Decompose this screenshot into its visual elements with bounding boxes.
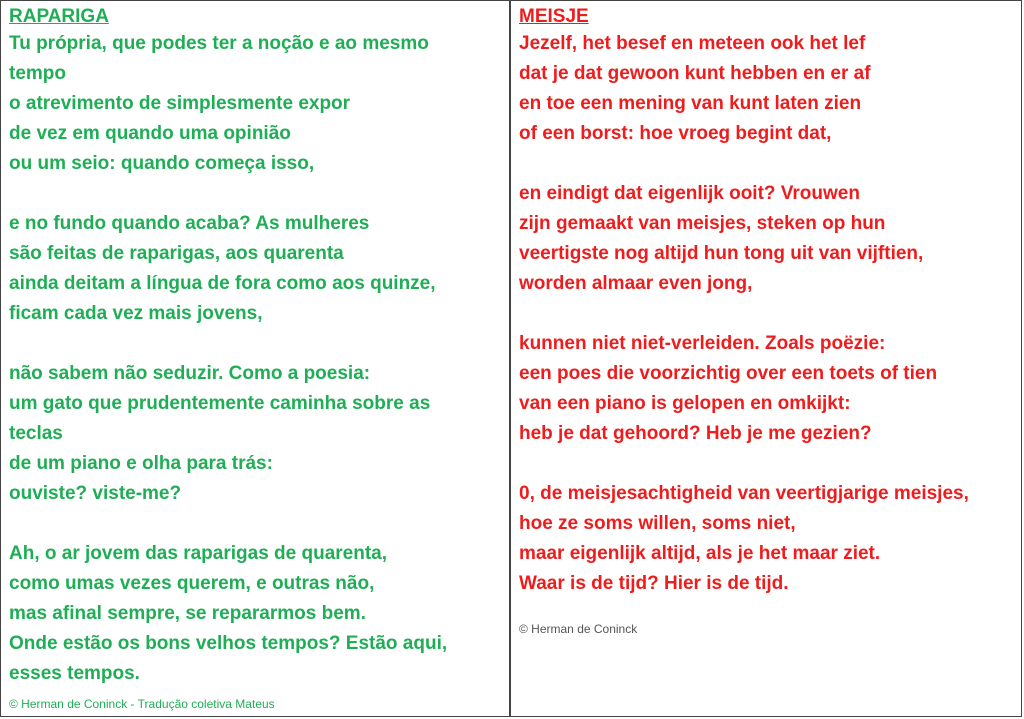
poem-line: ouviste? viste-me? bbox=[9, 483, 182, 504]
stanza bbox=[519, 29, 1013, 149]
poem-line: de vez em quando uma opinião bbox=[9, 123, 291, 144]
poem-line: zijn gemaakt van meisjes, steken op hun bbox=[519, 213, 886, 234]
poem-line: esses tempos. bbox=[9, 663, 140, 684]
poem-line: são feitas de raparigas, aos quarenta bbox=[9, 243, 344, 264]
dutch-title: MEISJE bbox=[519, 6, 589, 27]
portuguese-column bbox=[1, 1, 511, 716]
poem-line: van een piano is gelopen en omkijkt: bbox=[519, 393, 851, 414]
poem-line: kunnen niet niet-verleiden. Zoals poëzie: bbox=[519, 333, 886, 354]
portuguese-title: RAPARIGA bbox=[9, 6, 109, 27]
portuguese-credit: © Herman de Coninck - Tradução coletiva Mateus bbox=[9, 697, 275, 711]
dutch-column bbox=[511, 1, 1021, 716]
poem-line: veertigste nog altijd hun tong uit van vijftien, bbox=[519, 243, 924, 264]
poem-line: maar eigenlijk altijd, als je het maar ziet. bbox=[519, 543, 881, 564]
stanza bbox=[519, 329, 1013, 449]
poem-line: en eindigt dat eigenlijk ooit? Vrouwen bbox=[519, 183, 860, 204]
poem-line: een poes die voorzichtig over een toets of tien bbox=[519, 363, 938, 384]
poem-line: worden almaar even jong, bbox=[519, 273, 753, 294]
poem-line: de um piano e olha para trás: bbox=[9, 453, 273, 474]
stanza bbox=[519, 479, 1013, 599]
poem-line: Tu própria, que podes ter a noção e ao mesmo bbox=[9, 33, 429, 54]
poem-line: teclas bbox=[9, 423, 63, 444]
stanza bbox=[519, 179, 1013, 299]
poem-line: Jezelf, het besef en meteen ook het lef bbox=[519, 33, 866, 54]
poem-line: mas afinal sempre, se repararmos bem. bbox=[9, 603, 366, 624]
poem-line: dat je dat gewoon kunt hebben en er af bbox=[519, 63, 871, 84]
poem-line: ou um seio: quando começa isso, bbox=[9, 153, 315, 174]
poem-line: ainda deitam a língua de fora como aos quinze, bbox=[9, 273, 436, 294]
stanza bbox=[9, 29, 501, 179]
poem-line: hoe ze soms willen, soms niet, bbox=[519, 513, 796, 534]
stanza bbox=[9, 209, 501, 329]
poem-line: Waar is de tijd? Hier is de tijd. bbox=[519, 573, 789, 594]
stanza bbox=[9, 539, 501, 689]
poem-line: Onde estão os bons velhos tempos? Estão aqui, bbox=[9, 633, 448, 654]
poem-line: o atrevimento de simplesmente expor bbox=[9, 93, 351, 114]
poem-line: Ah, o ar jovem das raparigas de quarenta, bbox=[9, 543, 388, 564]
poem-line: 0, de meisjesachtigheid van veertigjarige meisjes, bbox=[519, 483, 969, 504]
dutch-credit: © Herman de Coninck bbox=[519, 622, 638, 636]
poem-line: e no fundo quando acaba? As mulheres bbox=[9, 213, 370, 234]
poem-line: en toe een mening van kunt laten zien bbox=[519, 93, 862, 114]
poem-line: um gato que prudentemente caminha sobre as bbox=[9, 393, 431, 414]
poem-line: como umas vezes querem, e outras não, bbox=[9, 573, 375, 594]
poem-line: heb je dat gehoord? Heb je me gezien? bbox=[519, 423, 872, 444]
stanza bbox=[9, 359, 501, 509]
poem-line: tempo bbox=[9, 63, 66, 84]
poem-line: não sabem não seduzir. Como a poesia: bbox=[9, 363, 371, 384]
poem-line: of een borst: hoe vroeg begint dat, bbox=[519, 123, 832, 144]
poem-line: ficam cada vez mais jovens, bbox=[9, 303, 263, 324]
